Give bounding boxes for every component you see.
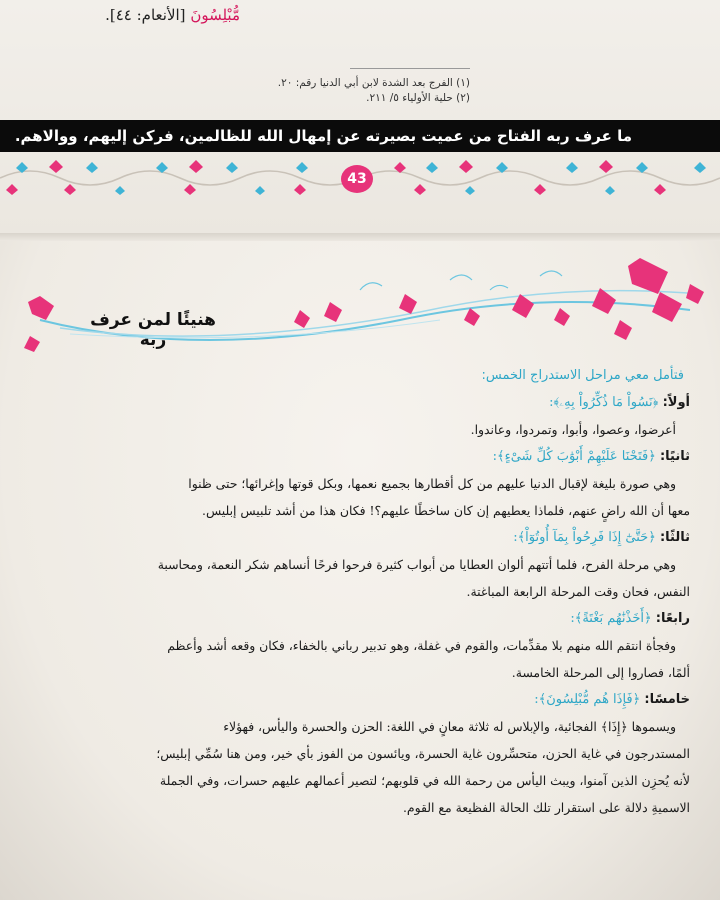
- paragraph-line: لأنه يُحزِن الذين آمنوا، ويبث اليأس من رحمة الله في قلوبهم؛ لتصير أعمالهم عليهم حسرات، وفي الجملة: [159, 773, 690, 788]
- stage-1-label: أولاً:: [662, 395, 690, 410]
- chapter-title: هنيئًا لمن عرف ربه: [90, 310, 216, 350]
- paragraph-line: وهي صورة بليغة لإقبال الدنيا عليهم من كل أقطارها بجميع نعمها، وبكل قوتها وإغرائها؛ حتى ظنوا: [188, 476, 676, 491]
- stage-4-paragraph: [30, 632, 690, 686]
- stage-1-verse: ﴿نَسُواْ مَا ذُكِّرُواْ بِهِۦ﴾:: [549, 395, 659, 410]
- stage-5-verse: ﴿فَإِذَا هُم مُّبْلِسُونَ﴾:: [534, 692, 641, 707]
- page-number-badge: 43: [341, 165, 373, 193]
- footnote-1: (١) الفرج بعد الشدة لابن أبي الدنيا رقم: ٢٠.: [277, 77, 470, 89]
- verse-tail: [12, 6, 240, 24]
- stage-2-verse: ﴿فَتَحْنَا عَلَيْهِمْ أَبْوَٰبَ كُلِّ شَىْءٍ﴾:: [492, 449, 656, 464]
- paragraph-line: الاسميةِ دلالة على استقرار تلك الحالة الفظيعة مع القوم.: [402, 800, 690, 815]
- stage-2-label: ثانيًا:: [659, 449, 690, 464]
- stage-2-paragraph: [30, 470, 690, 524]
- stage-5-heading: [30, 686, 690, 713]
- paragraph-line: ويسموها ﴿إِذَا﴾ الفجائية، والإبلاس له ثلاثة معانٍ في اللغة: الحزن والحسرة واليأس، فهؤلاء: [223, 719, 676, 734]
- paragraph-line: معها أن الله راضٍ عنهم، فلماذا يعطيهم إن كان ساخطًا عليهم؟! فكان هذا من أشد تلبيس إبليس.: [202, 503, 690, 518]
- stage-1-text: أعرضوا، وعصوا، وأبوا، وتمردوا، وعاندوا.: [470, 422, 676, 437]
- stage-3-paragraph: [30, 551, 690, 605]
- footnote-divider: [350, 68, 470, 69]
- stage-5-label: خامسًا:: [644, 692, 690, 707]
- stage-4-verse: ﴿أَخَذْنَٰهُم بَغْتَةً﴾:: [570, 611, 652, 626]
- paragraph-line: وفجأة انتقم الله منهم بلا مقدِّمات، والقوم في غفلة، وهو تدبير رباني بالخفاء، فكان وقعه أشد وأعظم: [167, 638, 676, 653]
- verse-tail-text: مُّبْلِسُونَ: [190, 6, 240, 24]
- stage-2-heading: [30, 443, 690, 470]
- stage-4-label: رابعًا:: [655, 611, 690, 626]
- stage-3-heading: [30, 524, 690, 551]
- footnote-2: (٢) حلية الأولياء ٥/ ٢١١.: [366, 92, 470, 104]
- stage-4-heading: [30, 605, 690, 632]
- body-text: [30, 362, 690, 821]
- paragraph-line: ألمًا، فصاروا إلى المرحلة الخامسة.: [511, 665, 690, 680]
- paragraph-line: وهي مرحلة الفرح، فلما أتتهم ألوان العطايا من أبواب كثيرة فرحوا فرحًا أنساهم شكر النعمة، ومحاسبة: [157, 557, 676, 572]
- verse-reference: [الأنعام: ٤٤].: [105, 6, 186, 24]
- stage-1-heading: [30, 389, 690, 416]
- quote-banner: ما عرف ربه الفتاح من عميت بصيرته عن إمهال الله للظالمين، فركن إليهم، ووالاهم.: [0, 120, 720, 152]
- intro-line: فتأمل معي مراحل الاستدراج الخمس:: [481, 368, 684, 383]
- stage-3-label: ثالثًا:: [659, 530, 690, 545]
- page-separator: [0, 233, 720, 241]
- stage-3-verse: ﴿حَتَّىٰٓ إِذَا فَرِحُواْ بِمَآ أُوتُوٓاْ﴾:: [513, 530, 656, 545]
- stage-5-paragraph: [30, 713, 690, 821]
- previous-page-fragment: [0, 0, 720, 235]
- paragraph-line: المستدرجون في غاية الحزن، متحسِّرون غاية الحسرة، ويائسون من الفوز بأي خير، ومن هنا سُمِّي إبليس؛: [156, 746, 690, 761]
- footnotes: [40, 76, 470, 106]
- paragraph-line: النفس، فحان وقت المرحلة الرابعة المباغتة.: [466, 584, 690, 599]
